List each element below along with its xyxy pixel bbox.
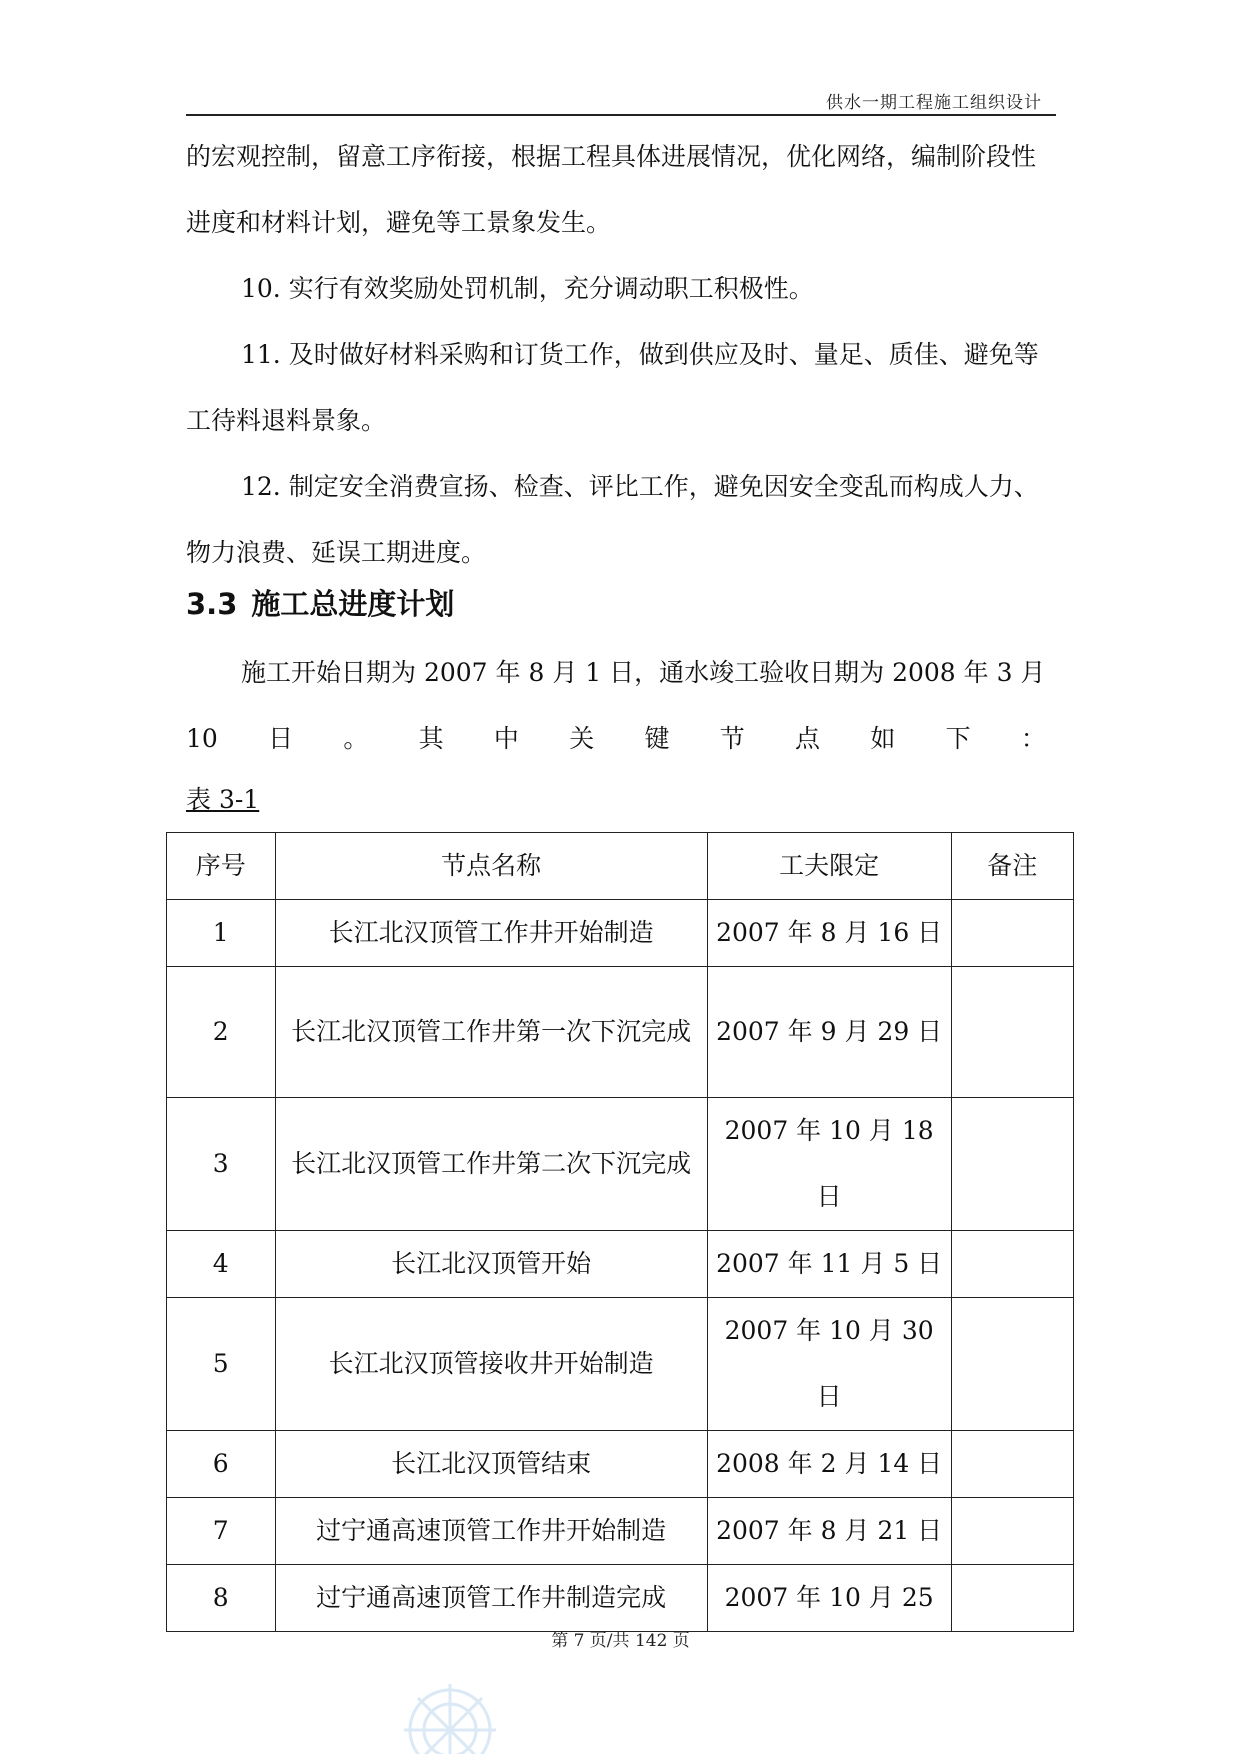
cell-date: 2007 年 10 月 25 <box>707 1565 951 1632</box>
schedule-line-2-part: 日 <box>268 724 294 753</box>
schedule-line-1: 施工开始日期为 2007 年 8 月 1 日，通水竣工验收日期为 2008 年 3 月 <box>241 658 1046 687</box>
cell-note <box>951 900 1073 967</box>
watermark-seal-icon <box>380 1660 520 1754</box>
section-number: 3.3 <box>186 587 238 621</box>
schedule-line-2 <box>186 706 1046 772</box>
table-row <box>167 900 1074 967</box>
cell-no: 4 <box>167 1231 276 1298</box>
cell-name: 过宁通高速顶管工作井开始制造 <box>275 1498 707 1565</box>
cell-name: 过宁通高速顶管工作井制造完成 <box>275 1565 707 1632</box>
section-heading <box>186 582 454 623</box>
cell-note <box>951 967 1073 1098</box>
header-title: 供水一期工程施工组织设计 <box>826 93 1042 113</box>
cell-no: 8 <box>167 1565 276 1632</box>
schedule-paragraph <box>186 640 1046 772</box>
table-row <box>167 967 1074 1098</box>
table-row <box>167 1298 1074 1431</box>
schedule-table <box>166 832 1074 1632</box>
cell-note <box>951 1298 1073 1431</box>
cell-date: 2007 年 11 月 5 日 <box>707 1231 951 1298</box>
schedule-line-2-part: 下 <box>945 724 971 753</box>
cell-name: 长江北汉顶管工作井第一次下沉完成 <box>275 967 707 1098</box>
header-cell-name: 节点名称 <box>275 833 707 900</box>
cell-no: 2 <box>167 967 276 1098</box>
cell-name: 长江北汉顶管工作井第二次下沉完成 <box>275 1098 707 1231</box>
cell-date: 2007 年 8 月 21 日 <box>707 1498 951 1565</box>
table-header-row <box>167 833 1074 900</box>
page-footer: 第 7 页/共 142 页 <box>551 1631 690 1651</box>
schedule-line-2-part: 点 <box>795 724 821 753</box>
schedule-line-2-part: 。 <box>343 724 369 753</box>
page-header <box>186 84 1056 116</box>
table-caption: 表 3-1 <box>186 785 260 814</box>
cell-no: 1 <box>167 900 276 967</box>
cell-name: 长江北汉顶管开始 <box>275 1231 707 1298</box>
table-row <box>167 1565 1074 1632</box>
section-title: 施工总进度计划 <box>251 587 455 621</box>
schedule-line-2-part: 中 <box>493 724 519 753</box>
schedule-line-2-part: 关 <box>569 724 595 753</box>
table-row <box>167 1098 1074 1231</box>
cell-date: 2008 年 2 月 14 日 <box>707 1431 951 1498</box>
paragraph-continuation: 的宏观控制，留意工序衔接，根据工程具体进展情况，优化网络，编制阶段性进度和材料计划，避免等工景象发生。 <box>186 142 1037 237</box>
schedule-line-2-part: 10 <box>186 724 218 753</box>
paragraph-item-12: 12. 制定安全消费宣扬、检查、评比工作，避免因安全变乱而构成人力、物力浪费、延误工期进度。 <box>186 472 1039 567</box>
cell-name: 长江北汉顶管结束 <box>275 1431 707 1498</box>
cell-name: 长江北汉顶管工作井开始制造 <box>275 900 707 967</box>
cell-no: 5 <box>167 1298 276 1431</box>
table-row <box>167 1431 1074 1498</box>
cell-date: 2007 年 8 月 16 日 <box>707 900 951 967</box>
cell-no: 6 <box>167 1431 276 1498</box>
cell-note <box>951 1431 1073 1498</box>
cell-no: 3 <box>167 1098 276 1231</box>
paragraph-item-11: 11. 及时做好材料采购和订货工作，做到供应及时、量足、质佳、避免等工待料退料景象。 <box>186 340 1039 435</box>
schedule-line-2-part: 其 <box>418 724 444 753</box>
cell-note <box>951 1498 1073 1565</box>
cell-date: 2007 年 10 月 18 日 <box>707 1098 951 1231</box>
schedule-line-2-part: 键 <box>644 724 670 753</box>
table-row <box>167 1498 1074 1565</box>
header-cell-date: 工夫限定 <box>707 833 951 900</box>
schedule-line-2-part: 如 <box>870 724 896 753</box>
cell-no: 7 <box>167 1498 276 1565</box>
schedule-line-2-part: ： <box>1020 724 1046 753</box>
cell-date: 2007 年 10 月 30 日 <box>707 1298 951 1431</box>
schedule-line-2-part: 节 <box>719 724 745 753</box>
cell-note <box>951 1098 1073 1231</box>
cell-name: 长江北汉顶管接收井开始制造 <box>275 1298 707 1431</box>
body-paragraphs <box>186 124 1056 586</box>
cell-note <box>951 1565 1073 1632</box>
header-cell-note: 备注 <box>951 833 1073 900</box>
header-cell-no: 序号 <box>167 833 276 900</box>
cell-date: 2007 年 9 月 29 日 <box>707 967 951 1098</box>
cell-note <box>951 1231 1073 1298</box>
paragraph-item-10: 10. 实行有效奖励处罚机制，充分调动职工积极性。 <box>241 274 814 303</box>
table-row <box>167 1231 1074 1298</box>
